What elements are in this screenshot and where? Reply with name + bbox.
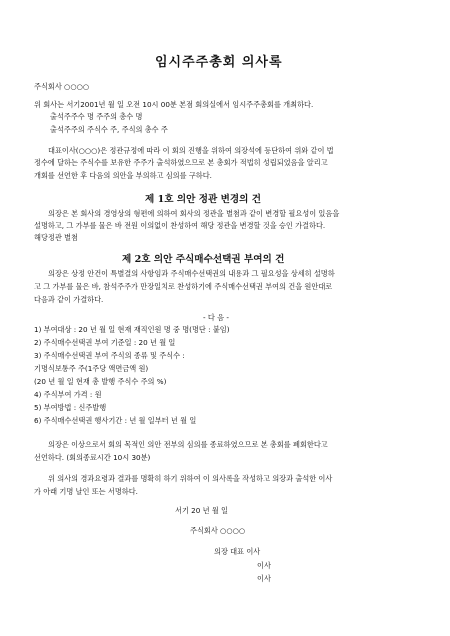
signer-chair: 의장 대표 이사 <box>214 547 261 556</box>
intro-line: 정수에 달하는 주식수를 보유한 주주가 출석하였으므로 본 총회가 적법히 성립되었음을 알리고 <box>34 158 328 167</box>
document-title: 임시주주총회 의사록 <box>155 55 283 70</box>
resolution-item: 2) 주식매수선택권 부여 기준일 : 20 년 월 일 <box>34 338 176 347</box>
agenda-2-heading: 제 2호 의안 주식매수선택권 부여의 건 <box>122 254 285 265</box>
closing-line: 선언하다. (회의종료시간 10시 30분) <box>34 453 151 462</box>
resolution-item: 4) 주식부여 가격 : 원 <box>34 390 102 399</box>
signer-director: 이사 <box>257 574 271 583</box>
company-name: 주식회사 ○○○○ <box>34 82 90 91</box>
agenda-1-heading: 제 1호 의안 정관 변경의 건 <box>145 194 262 205</box>
record-line: 위 의사의 경과요령과 결과를 명확히 하기 위하여 이 의사록을 작성하고 의장과 출석한 이사 <box>48 474 333 483</box>
agenda-1-line: 의장은 본 회사의 경영상의 형편에 의하여 회사의 정관을 별첨과 같이 변경할 필요성이 있음을 <box>48 209 340 218</box>
record-line: 가 아래 기명 날인 또는 서명하다. <box>34 487 138 496</box>
agenda-2-line: 고 그 가부를 물은 바, 참석주주가 만장일치로 찬성하기에 주식매수선택권 부여의 건을 원안대로 <box>34 282 333 291</box>
attendance-shares: 출석주주의 주식수 주, 주식의 총수 주 <box>50 125 168 134</box>
resolution-item: 5) 부여방법 : 신주발행 <box>34 403 107 412</box>
resolution-item: 6) 주식매수선택권 행사기간 : 년 월 일부터 년 월 일 <box>34 416 197 425</box>
agenda-2-line: 의장은 상정 안건이 특별결의 사항임과 주식매수선택권의 내용과 그 필요성을 상세히 설명하 <box>48 269 335 278</box>
resolution-item: (20 년 월 일 현재 총 발행 주식수 주의 %) <box>34 377 167 386</box>
signature-company: 주식회사 ○○○○ <box>190 526 246 535</box>
resolution-item: 1) 부여대상 : 20 년 월 일 현재 재직인원 명 중 명(명단 : 붙임) <box>34 325 230 334</box>
resolution-item: 3) 주식매수선택권 부여 주식의 종류 및 주식수 : <box>34 351 185 360</box>
attendance-shareholders: 출석주주수 명 주주의 총수 명 <box>50 112 143 121</box>
resolution-item: 기명식보통주 주(1주당 액면금액 원) <box>34 364 149 373</box>
signing-date: 서기 20 년 월 일 <box>175 506 229 515</box>
items-header: - 다 음 - <box>203 313 229 322</box>
opening-statement: 위 회사는 서기2001년 월 일 오전 10시 00분 본점 회의실에서 임시주주총회를 개최하다. <box>34 100 314 109</box>
agenda-1-line: 설명하고, 그 가부를 물은 바 전원 이의없이 찬성하여 해당 정관을 변경할 것을 승인 가결하다. <box>34 221 326 230</box>
agenda-2-line: 다음과 같이 가결하다. <box>34 295 104 304</box>
agenda-1-line: 해당정관 별첨 <box>34 233 78 242</box>
intro-line: 대표이사(○○○)은 정관규정에 따라 이 회의 진행을 위하여 의장석에 등단하여 위와 같이 법 <box>48 146 334 155</box>
signer-director: 이사 <box>257 561 271 570</box>
intro-line: 개회를 선언한 후 다음의 의안을 부의하고 심의를 구하다. <box>34 171 212 180</box>
closing-line: 의장은 이상으로서 회의 목적인 의안 전부의 심의를 종료하였으므로 본 총회를 폐회한다고 <box>48 440 328 449</box>
